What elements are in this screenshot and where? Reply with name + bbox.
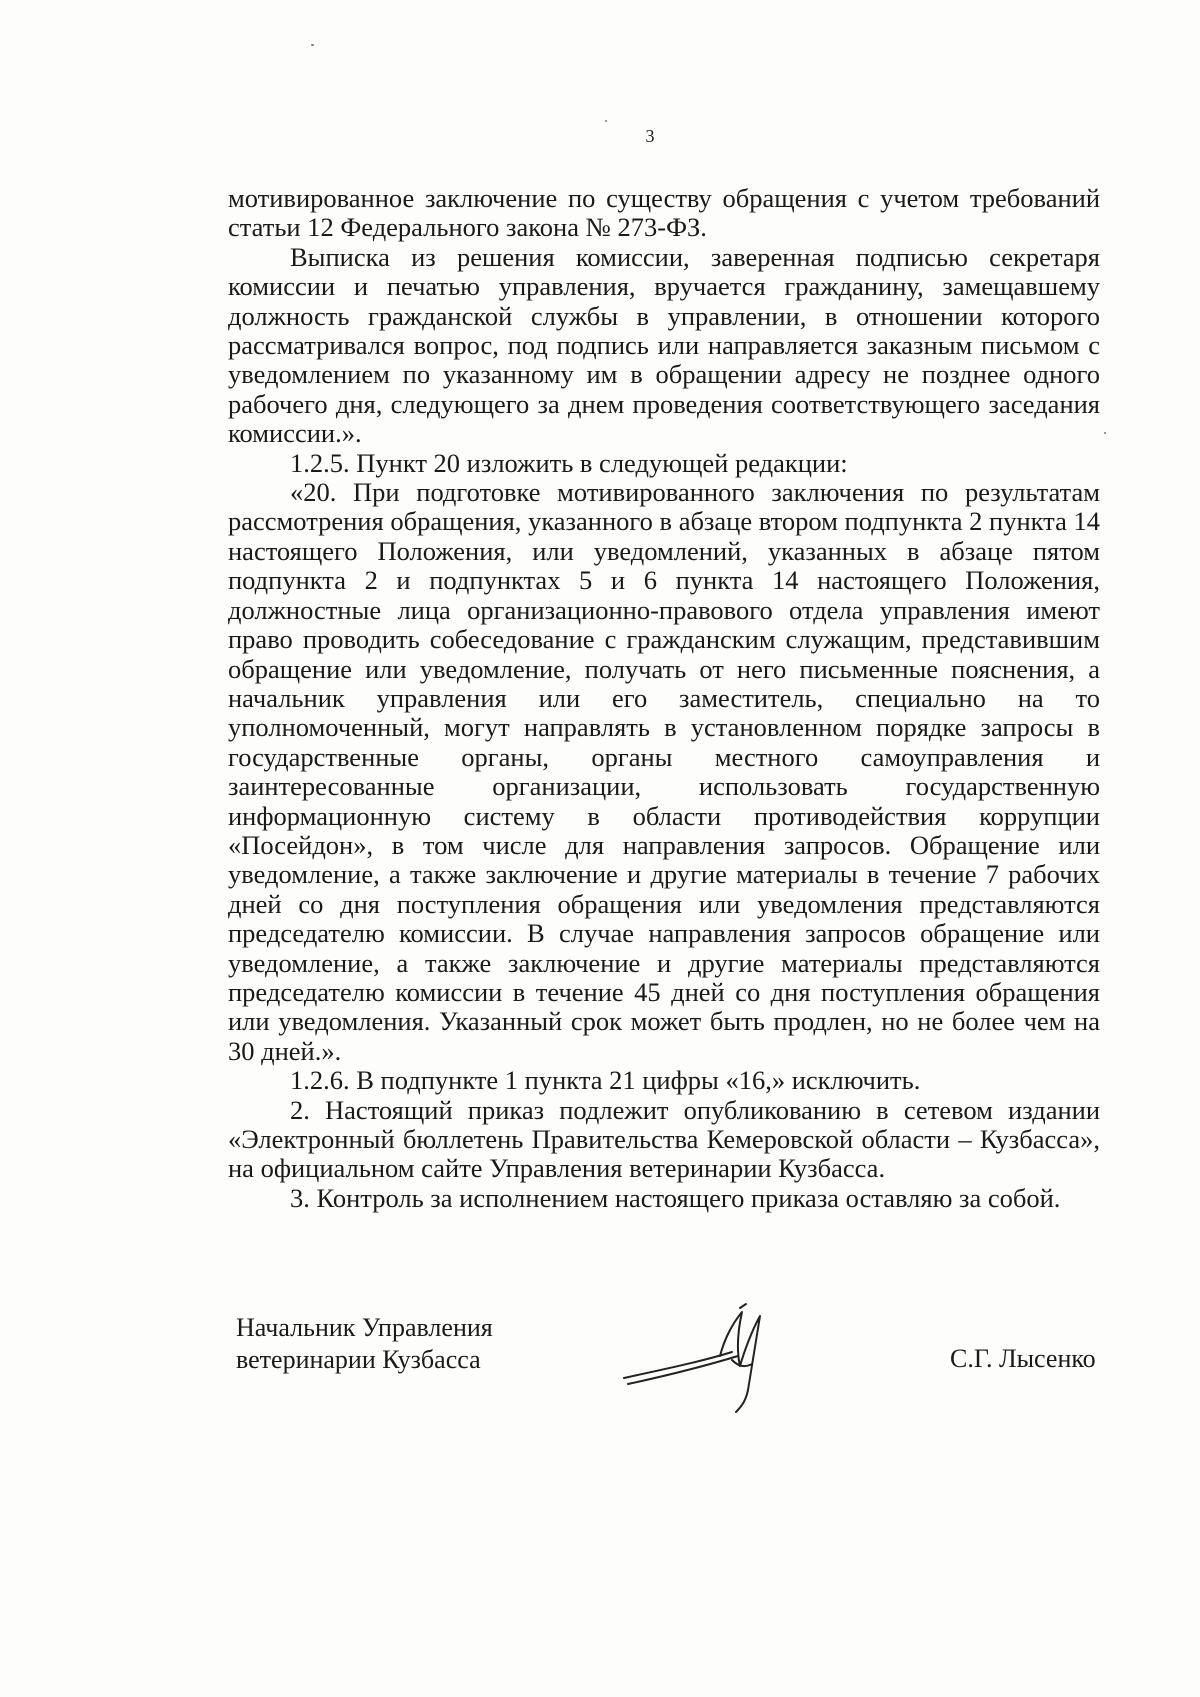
paragraph-item-2-publication: 2. Настоящий приказ подлежит опубликованию в сетевом издании «Электронный бюллетень Правительства Кемеровской области – Кузбасса», на официальном сайте Управления ветеринарии Кузбасса. — [228, 1094, 1100, 1184]
paragraph-continuation: мотивированное заключение по существу обращения с учетом требований статьи 12 Федерального закона № 273-ФЗ. — [228, 183, 1100, 243]
signatory-position — [236, 1312, 493, 1376]
page-number: 3 — [645, 126, 655, 146]
paragraph-item-3-control: 3. Контроль за исполнением настоящего приказа оставляю за собой. — [290, 1182, 1061, 1213]
scan-speck — [605, 120, 607, 122]
signatory-name: С.Г. Лысенко — [950, 1344, 1096, 1373]
signatory-position-line-2: ветеринарии Кузбасса — [236, 1345, 481, 1374]
document-body — [228, 184, 1100, 1213]
paragraph-extract-delivery: Выписка из решения комиссии, заверенная подписью секретаря комиссии и печатью управления, вручается гражданину, замещавшему должность гражданской службы в управлении, в отношении которого рассматривался вопрос, под подпись или направляется заказным письмом с уведомлением по указанному им в обращении адресу не позднее одного рабочего дня, следующего за днем проведения соответствующего заседания комиссии.». — [228, 241, 1100, 449]
signatory-position-line-1: Начальник Управления — [236, 1313, 493, 1342]
paragraph-item-1-2-5: 1.2.5. Пункт 20 изложить в следующей редакции: — [290, 447, 848, 478]
scan-speck — [1104, 432, 1106, 434]
paragraph-point-20: «20. При подготовке мотивированного заключения по результатам рассмотрения обращения, указанного в абзаце втором подпункта 2 пункта 14 настоящего Положения, или уведомлений, указанных в абзаце пятом подпункта 2 и подпунктах 5 и 6 пункта 14 настоящего Положения, должностные лица организационно-правового отдела управления имеют право проводить собеседование с гражданским служащим, представившим обращение или уведомление, получать от него письменные пояснения, а начальник управления или его заместитель, специально на то уполномоченный, могут направлять в установленном порядке запросы в государственные органы, органы местного самоуправления и заинтересованные организации, использовать государственную информационную систему в области противодействия коррупции «Посейдон», в том числе для направления запросов. Обращение или уведомление, а также заключение и другие материалы в течение 7 рабочих дней со дня поступления обращения или уведомления представляются председателю комиссии. В случае направления запросов обращение или уведомление, а также заключение и другие материалы представляются председателю комиссии в течение 45 дней со дня поступления обращения или уведомления. Указанный срок может быть продлен, но не более чем на 30 дней.». — [228, 477, 1100, 1066]
handwritten-signature — [620, 1300, 810, 1420]
paragraph-item-1-2-6: 1.2.6. В подпункте 1 пункта 21 цифры «16,» исключить. — [290, 1065, 921, 1096]
scan-speck — [311, 44, 314, 46]
